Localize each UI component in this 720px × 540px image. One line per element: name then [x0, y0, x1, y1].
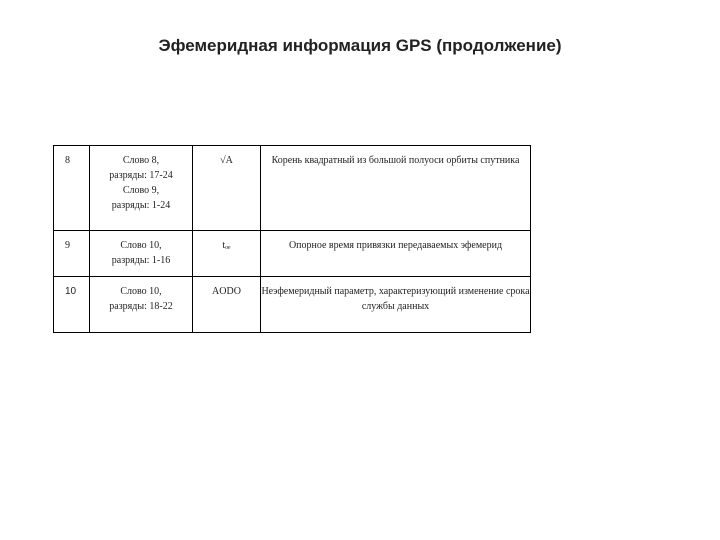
word-line: разряды: 17-24: [109, 170, 173, 181]
ephemeris-table: [53, 145, 531, 333]
parameter-symbol: √A: [193, 146, 261, 231]
table-row: [54, 277, 531, 333]
word-bits-cell: [90, 231, 193, 277]
word-line: разряды: 18-22: [109, 301, 173, 312]
parameter-symbol: AODO: [193, 277, 261, 333]
parameter-symbol: tₒₑ: [193, 231, 261, 277]
row-number: 9: [54, 231, 90, 277]
word-line: Слово 8,: [122, 155, 160, 166]
word-line: разряды: 1-24: [111, 200, 171, 211]
table-row: [54, 146, 531, 231]
parameter-description: Неэфемеридный параметр, характеризующий изменение срока службы данных: [261, 277, 531, 333]
word-line: Слово 10,: [120, 240, 162, 251]
parameter-description: Опорное время привязки передаваемых эфемерид: [261, 231, 531, 277]
table-row: [54, 231, 531, 277]
word-line: Слово 9,: [122, 185, 160, 196]
word-line: Слово 10,: [120, 286, 162, 297]
page-title: Эфемеридная информация GPS (продолжение): [158, 36, 562, 55]
word-line: разряды: 1-16: [111, 255, 171, 266]
word-bits-cell: [90, 277, 193, 333]
parameter-description: Корень квадратный из большой полуоси орбиты спутника: [261, 146, 531, 231]
row-number: 8: [54, 146, 90, 231]
word-bits-cell: [90, 146, 193, 231]
row-number: 10: [54, 277, 90, 333]
